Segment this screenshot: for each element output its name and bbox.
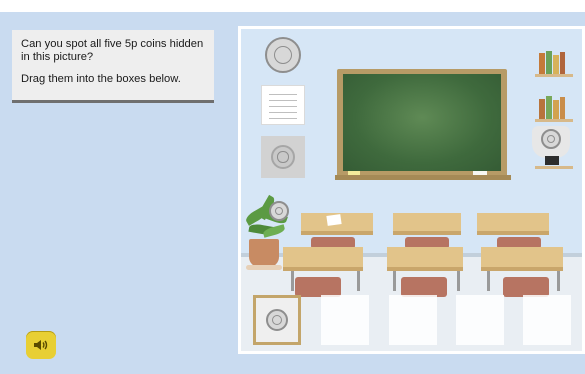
- chair: [503, 277, 549, 297]
- book: [560, 97, 565, 119]
- desk: [283, 247, 363, 267]
- chalk-yellow: [348, 171, 360, 175]
- desk-leg: [291, 271, 294, 291]
- desk-edge: [477, 231, 549, 235]
- hidden-coin-picture[interactable]: [271, 145, 295, 169]
- instruction-question: Can you spot all five 5p coins hidden in this picture?: [21, 38, 204, 63]
- answer-slot-4[interactable]: [456, 295, 504, 345]
- plant-pot: [249, 239, 279, 267]
- book: [553, 55, 559, 74]
- desk-edge: [481, 267, 563, 271]
- desk: [481, 247, 563, 267]
- desk-leg: [487, 271, 490, 291]
- instructions-panel: [12, 30, 214, 103]
- plant-saucer: [246, 265, 282, 270]
- desk-leg: [393, 271, 396, 291]
- shelf-bottom: [535, 166, 573, 169]
- desk-edge: [393, 231, 461, 235]
- book: [539, 53, 545, 74]
- trophy-base: [545, 156, 559, 165]
- answer-slot-2[interactable]: [321, 295, 369, 345]
- desk: [387, 247, 463, 267]
- desk-edge: [301, 231, 373, 235]
- chair: [401, 277, 447, 297]
- chalkboard: [343, 74, 501, 171]
- desk-leg: [457, 271, 460, 291]
- classroom-scene: [238, 26, 585, 354]
- desk-leg: [557, 271, 560, 291]
- wall-poster: [261, 85, 305, 125]
- desk-leg: [357, 271, 360, 291]
- desk-edge: [387, 267, 463, 271]
- book: [539, 99, 545, 119]
- book: [553, 100, 559, 119]
- desk: [393, 213, 461, 231]
- shelf-middle: [535, 119, 573, 122]
- desk: [477, 213, 549, 231]
- hidden-coin-cup[interactable]: [541, 129, 561, 149]
- speaker-icon: [33, 338, 49, 352]
- chalk-white: [473, 171, 487, 175]
- book: [546, 51, 552, 74]
- collected-coin: [266, 309, 288, 331]
- instruction-drag: Drag them into the boxes below.: [21, 73, 181, 85]
- book: [560, 52, 565, 74]
- book: [546, 96, 552, 119]
- hidden-coin-plant[interactable]: [269, 201, 289, 221]
- shelf-top: [535, 74, 573, 77]
- answer-slot-5[interactable]: [523, 295, 571, 345]
- top-bar: [0, 0, 585, 12]
- answer-slot-3[interactable]: [389, 295, 437, 345]
- paper-sheet: [326, 214, 341, 226]
- chalkboard-ledge: [335, 175, 511, 180]
- answer-slot-1[interactable]: [253, 295, 301, 345]
- desk-edge: [283, 267, 363, 271]
- hidden-coin-clock[interactable]: [265, 37, 301, 73]
- chair: [295, 277, 341, 297]
- audio-button[interactable]: [26, 331, 56, 359]
